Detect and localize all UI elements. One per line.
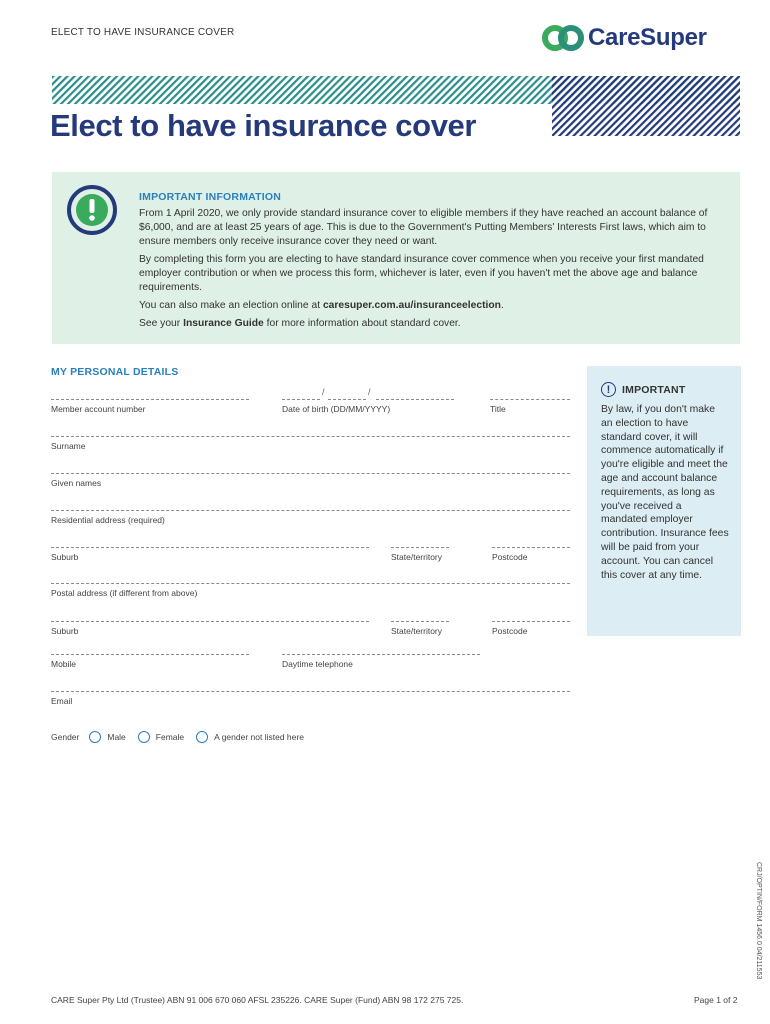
surname-field[interactable]	[51, 436, 570, 437]
logo-wordmark: CareSuper	[588, 24, 707, 51]
important-information-text	[139, 190, 729, 335]
page-title: Elect to have insurance cover	[50, 106, 490, 146]
postal-state-territory-field[interactable]	[391, 621, 449, 622]
info-paragraph-2: By completing this form you are electing to have standard insurance cover commence when you receive your first mandated employer contribution or when we process this form, whichever is later, even if you haven't met the above age and balance requirements.	[139, 254, 704, 293]
email-field[interactable]	[51, 691, 570, 692]
dob-label: Date of birth (DD/MM/YYYY)	[282, 404, 391, 414]
postal-address-field[interactable]	[51, 583, 570, 584]
postal-state-territory-label: State/territory	[391, 626, 443, 636]
title-field[interactable]	[490, 399, 570, 400]
caresuper-logo-icon	[542, 24, 584, 52]
gender-male-label: Male	[107, 732, 126, 742]
daytime-telephone-field[interactable]	[282, 654, 480, 655]
surname-label: Surname	[51, 441, 86, 451]
given-names-label: Given names	[51, 478, 102, 488]
mobile-field[interactable]	[51, 654, 249, 655]
info-paragraph-3: You can also make an election online at caresuper.com.au/insuranceelection.	[139, 300, 504, 311]
dob-year-field[interactable]	[376, 399, 454, 400]
suburb-label: Suburb	[51, 552, 79, 562]
postcode-label: Postcode	[492, 552, 528, 562]
gender-row	[51, 731, 316, 743]
info-paragraph-4: See your Insurance Guide for more information about standard cover.	[139, 318, 461, 329]
exclamation-icon: !	[601, 382, 616, 397]
insurance-election-link[interactable]: caresuper.com.au/insuranceelection	[322, 300, 501, 311]
dob-day-field[interactable]	[282, 399, 320, 400]
form-code-wrapper	[752, 862, 764, 980]
page-number: Page 1 of 2	[694, 995, 738, 1005]
postal-postcode-label: Postcode	[492, 626, 528, 636]
mobile-label: Mobile	[51, 659, 77, 669]
dob-separator: /	[368, 387, 371, 397]
state-territory-label: State/territory	[391, 552, 443, 562]
dob-month-field[interactable]	[328, 399, 366, 400]
member-account-number-field[interactable]	[51, 399, 249, 400]
gender-not-listed-label: A gender not listed here	[214, 732, 304, 742]
postal-suburb-field[interactable]	[51, 621, 369, 622]
section-title-personal-details: MY PERSONAL DETAILS	[51, 366, 179, 378]
gender-female-radio[interactable]	[138, 731, 150, 743]
gender-not-listed-radio[interactable]	[196, 731, 208, 743]
footer-legal-text: CARE Super Pty Ltd (Trustee) ABN 91 006 670 060 AFSL 235226. CARE Super (Fund) ABN 98 172 275 725.	[51, 995, 464, 1005]
form-code: CRJ/OPTIN/FORM 1456.0 04/211553	[755, 862, 762, 980]
important-information-heading: IMPORTANT INFORMATION	[139, 191, 282, 203]
info-paragraph-1: From 1 April 2020, we only provide standard insurance cover to eligible members if they have reached an account balance of $6,000, and are at least 25 years of age. This is due to the Government's Putting Members' Interests First laws, which aim to ensure members only receive insurance cover they need or want.	[139, 208, 708, 247]
important-sidebar-text: By law, if you don't make an election to have standard cover, it will commence automatically if you're eligible and meet the age and account balance requirements, as long as you've received a mandated employer contribution. Insurance fees will be paid from your account. You can cancel this cover at any time.	[601, 404, 729, 581]
postal-address-label: Postal address (if different from above)	[51, 588, 198, 598]
gender-label: Gender	[51, 732, 80, 742]
gender-female-label: Female	[155, 732, 185, 742]
postcode-field[interactable]	[492, 547, 570, 548]
important-sidebar-title: IMPORTANT	[622, 383, 686, 396]
residential-address-label: Residential address (required)	[51, 515, 165, 525]
residential-address-field[interactable]	[51, 510, 570, 511]
postal-postcode-field[interactable]	[492, 621, 570, 622]
member-account-number-label: Member account number	[51, 404, 146, 414]
form-header-title: ELECT TO HAVE INSURANCE COVER	[51, 27, 235, 38]
important-sidebar-heading	[601, 382, 685, 397]
caresuper-logo	[542, 24, 707, 52]
insurance-guide-reference: Insurance Guide	[183, 318, 264, 329]
state-territory-field[interactable]	[391, 547, 449, 548]
daytime-telephone-label: Daytime telephone	[282, 659, 353, 669]
suburb-field[interactable]	[51, 547, 369, 548]
gender-male-radio[interactable]	[89, 731, 101, 743]
exclamation-circle-icon	[66, 184, 118, 236]
dob-separator: /	[322, 387, 325, 397]
postal-suburb-label: Suburb	[51, 626, 79, 636]
email-label: Email	[51, 696, 73, 706]
given-names-field[interactable]	[51, 473, 570, 474]
title-label: Title	[490, 404, 506, 414]
